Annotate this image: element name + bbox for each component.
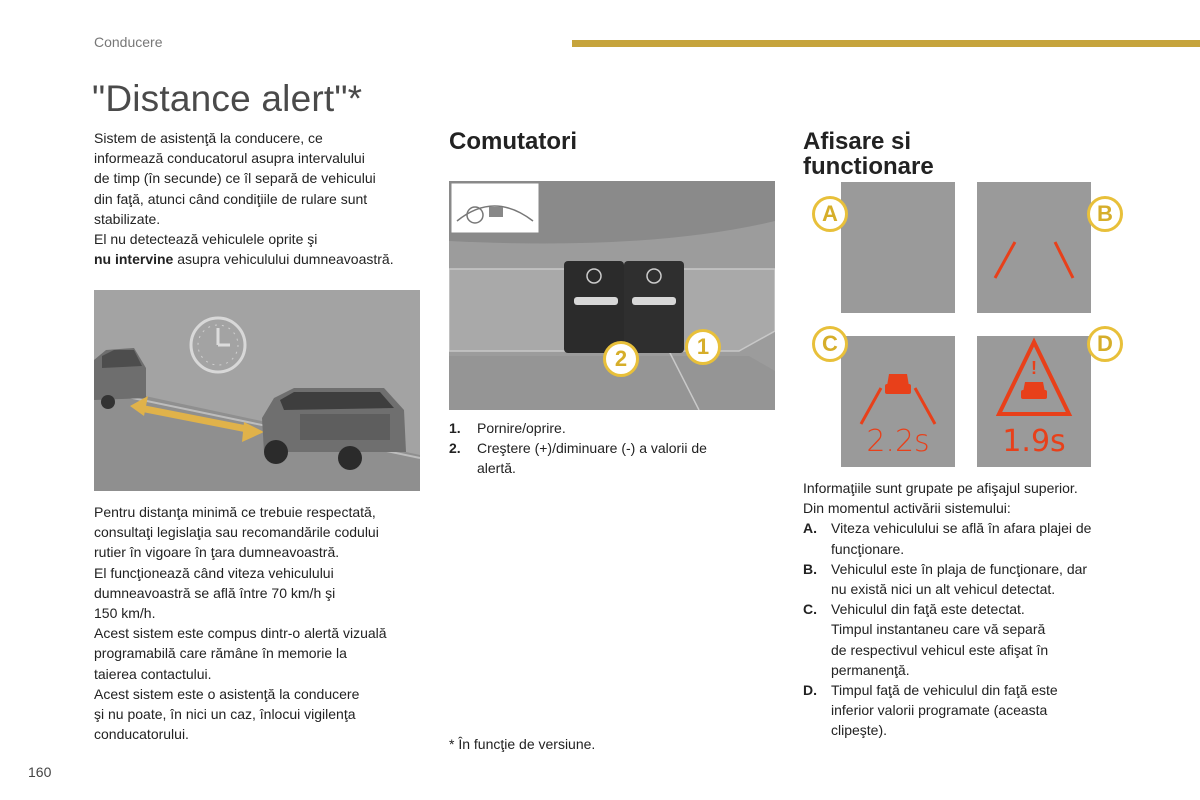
state-item-a bbox=[803, 518, 1133, 558]
conditions-text bbox=[94, 502, 434, 744]
text-line: Din momentul activării sistemului: bbox=[803, 500, 1011, 517]
switches-heading: Comutatori bbox=[449, 128, 577, 155]
intro-line-rest: asupra vehiculului dumneavoastră. bbox=[173, 251, 394, 268]
display-panel-a bbox=[841, 182, 955, 313]
state-key: B. bbox=[803, 560, 817, 577]
emphasis-text: nu intervine bbox=[94, 251, 174, 268]
text-line: şi nu poate, în nici un caz, înlocui vigilenţa bbox=[94, 706, 356, 723]
legend-item bbox=[449, 438, 779, 478]
time-gap-value-c: 2.2s bbox=[866, 424, 930, 459]
state-text: nu există nici un alt vehicul detectat. bbox=[831, 581, 1056, 598]
time-gap-value-d: 1.9s bbox=[1002, 424, 1066, 459]
legend-item bbox=[449, 418, 779, 438]
state-item-d bbox=[803, 680, 1133, 741]
state-text: Timpul instantaneu care vă separă bbox=[831, 621, 1046, 638]
page-number: 160 bbox=[28, 764, 52, 780]
state-key: C. bbox=[803, 601, 817, 618]
state-item-c bbox=[803, 599, 1133, 680]
legend-text: alertă. bbox=[477, 460, 516, 477]
section-label: Conducere bbox=[94, 34, 163, 50]
intro-line: Sistem de asistenţă la conducere, ce bbox=[94, 130, 323, 146]
text-line: dumneavoastră se află între 70 km/h şi bbox=[94, 584, 336, 601]
text-line: consultaţi legislaţia sau recomandările codului bbox=[94, 524, 379, 541]
legend-key: 1. bbox=[449, 420, 461, 436]
text-line: conducatorului. bbox=[94, 726, 189, 743]
state-text: Viteza vehiculului se află în afara plajei de bbox=[831, 520, 1092, 537]
page-title: "Distance alert"* bbox=[92, 78, 363, 119]
heading-line: Afisare si bbox=[803, 128, 912, 155]
display-panel-d bbox=[977, 336, 1091, 467]
state-text: Vehiculul este în plaja de funcţionare, dar bbox=[831, 560, 1088, 577]
text-line: Acest sistem este compus dintr-o alertă vizuală bbox=[94, 625, 387, 642]
intro-line: El nu detectează vehiculele oprite şi bbox=[94, 231, 318, 248]
panel-badge-c: C bbox=[812, 326, 848, 362]
text-line: El funcţionează când viteza vehiculului bbox=[94, 564, 334, 581]
state-text: de respectivul vehicul este afişat în bbox=[831, 641, 1049, 658]
legend-key: 2. bbox=[449, 440, 461, 457]
text-line: Informaţiile sunt grupate pe afişajul superior. bbox=[803, 480, 1078, 496]
display-heading bbox=[803, 129, 934, 179]
legend-text: Creştere (+)/diminuare (-) a valorii de bbox=[477, 440, 707, 457]
svg-text:!: ! bbox=[1031, 358, 1037, 378]
switch-panel-icon bbox=[564, 261, 684, 353]
state-key: D. bbox=[803, 682, 817, 699]
display-panel-c bbox=[841, 336, 955, 467]
text-line: taierea contactului. bbox=[94, 665, 212, 682]
intro-line bbox=[94, 249, 434, 269]
switches-legend bbox=[449, 418, 779, 479]
text-line: 150 km/h. bbox=[94, 605, 156, 622]
intro-line: din faţă, atunci când condiţiile de rulare sunt bbox=[94, 190, 368, 207]
intro-line: de timp (în secunde) ce îl separă de vehicului bbox=[94, 170, 376, 187]
text-line: Pentru distanţa minimă ce trebuie respectată, bbox=[94, 504, 376, 520]
footnote: * În funcţie de versiune. bbox=[449, 736, 596, 752]
text-line: programabilă care rămâne în memorie la bbox=[94, 645, 347, 662]
car-ahead-lane-icon bbox=[841, 336, 955, 426]
state-text: Vehiculul din faţă este detectat. bbox=[831, 601, 1025, 618]
state-text: clipeşte). bbox=[831, 722, 888, 739]
switches-illustration bbox=[449, 181, 775, 410]
header-accent-bar bbox=[572, 40, 1200, 47]
callout-badge-2: 2 bbox=[603, 341, 639, 377]
distance-illustration bbox=[94, 290, 420, 491]
intro-line: stabilizate. bbox=[94, 210, 161, 227]
panel-badge-d: D bbox=[1087, 326, 1123, 362]
display-description bbox=[803, 478, 1133, 741]
callout-badge-1: 1 bbox=[685, 329, 721, 365]
state-item-b bbox=[803, 559, 1133, 599]
intro-text bbox=[94, 128, 434, 269]
state-text: Timpul faţă de vehiculul din faţă este bbox=[831, 682, 1058, 699]
warning-triangle-icon bbox=[977, 336, 1091, 426]
dashboard-thumbnail-icon bbox=[451, 183, 539, 233]
state-key: A. bbox=[803, 520, 817, 537]
text-line: Acest sistem este o asistenţă la conducere bbox=[94, 685, 360, 702]
text-line: rutier în vigoare în ţara dumneavoastră. bbox=[94, 544, 340, 561]
display-panel-b bbox=[977, 182, 1091, 313]
legend-text: Pornire/oprire. bbox=[477, 420, 566, 436]
heading-line: functionare bbox=[803, 153, 934, 180]
panel-badge-b: B bbox=[1087, 196, 1123, 232]
state-text: funcţionare. bbox=[831, 540, 905, 557]
panel-badge-a: A bbox=[812, 196, 848, 232]
lane-lines-icon bbox=[977, 182, 1091, 313]
intro-line: informează conducatorul asupra intervalului bbox=[94, 150, 365, 167]
state-text: permanenţă. bbox=[831, 661, 910, 678]
state-text: inferior valorii programate (aceasta bbox=[831, 702, 1048, 719]
